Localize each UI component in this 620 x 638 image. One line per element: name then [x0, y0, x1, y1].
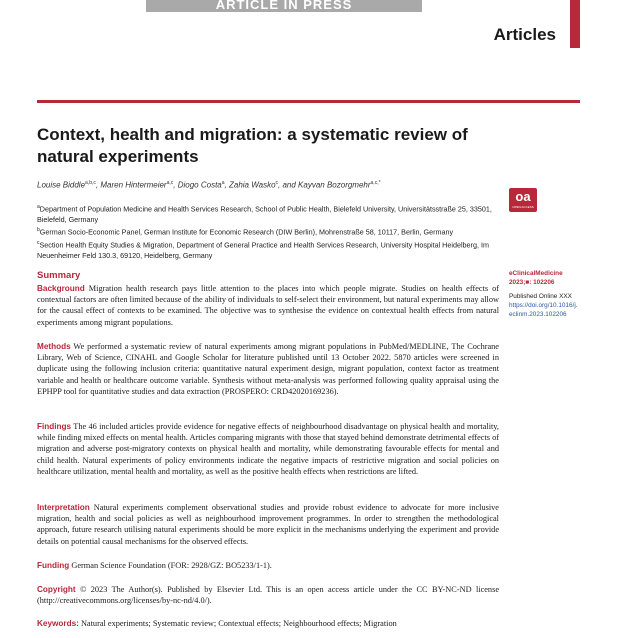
affiliation-text: Department of Population Medicine and Health Services Research, School of Public Health, Bielefeld University, Universitätsstraße 25, 33501, Bielefeld, Germany	[37, 204, 492, 225]
article-title: Context, health and migration: a systematic review of natural experiments	[37, 125, 468, 166]
abstract-background-text: Migration health research pays little attention to the places into which people migrate. Studies on health effects of contextual factors are often limited because of the ability of individuals to self-select their environment, but natural experiments may allow for the causal effect of contexts to be examined. The objective was to synthesise the evidence on contextual health effects from natural experiments among migrant populations.	[37, 284, 500, 327]
abstract-copyright-label: Copyright	[37, 585, 76, 594]
published-online: Published Online XXX	[509, 293, 572, 300]
affiliation-list	[37, 202, 499, 261]
author-affiliation-marker: a,c	[166, 180, 174, 186]
journal-name[interactable]: eClinicalMedicine	[509, 270, 563, 277]
abstract-findings	[37, 421, 499, 477]
author-name[interactable]: Zahia Wasko	[228, 180, 276, 190]
affiliation	[37, 202, 499, 225]
abstract-funding-text: German Science Foundation (FOR: 2928/GZ: BO5233/1-1).	[71, 561, 272, 570]
open-access-logo-text: oa	[515, 189, 531, 204]
author-name[interactable]: Maren Hintermeier	[100, 180, 167, 190]
author-affiliation-marker: a,b,c	[85, 180, 96, 186]
header-rule	[37, 100, 580, 103]
abstract-methods-label: Methods	[37, 342, 71, 351]
affiliation-text: German Socio-Economic Panel, German Institute for Economic Research (DIW Berlin), Mohrenstraße 58, 10117, Berlin, Germany	[39, 227, 454, 237]
doi-link[interactable]: https://doi.org/10.1016/j.eclinm.2023.102206	[509, 302, 578, 318]
abstract-copyright-end: ).	[206, 596, 212, 606]
affiliation	[37, 238, 499, 261]
article-info-sidebar	[509, 269, 581, 319]
abstract-background	[37, 283, 499, 328]
affiliation-marker: c	[37, 239, 40, 246]
abstract-interpretation	[37, 502, 499, 547]
abstract-findings-text: The 46 included articles provide evidence for negative effects of neighbourhood disadvantage on physical health and mortality, while finding mixed effects on mental health. Articles comparing migrants with those that stayed behind demonstrate detrimental effects of migration and adverse post-migratory contexts on physical health and mortality, while demonstrating favourable effects for mental and child health. Natural experiments of policy environments indicate the negative impacts of restrictive migration and social policies on healthcare utilization, mental health and mortality, as well as the positive health effects when restrictions are lifted.	[37, 422, 499, 476]
section-label: Articles	[493, 25, 556, 44]
open-access-logo-subtext: OPEN ACCESS	[512, 205, 534, 209]
author-affiliation-marker: a,c,*	[370, 180, 381, 186]
abstract-interpretation-text: Natural experiments complement observational studies and provide robust evidence to advocate for more inclusive migration, health and social policies as well as neighbourhood improvement programmes. In order to strengthen the methodological approach, future research utilising natural experiments should be more explicit in the mechanisms underlying the experiment and provide details on potential causal mechanisms for the observed effects.	[37, 503, 499, 546]
affiliation-text: Section Health Equity Studies & Migration, Department of General Practice and Health Services Research, University Hospital Heidelberg, Im Neuenheimer Feld 130.3, 69120, Heidelberg, Germany	[37, 240, 489, 261]
author-name[interactable]: Kayvan Bozorgmehr	[298, 180, 371, 190]
abstract-background-label: Background	[37, 284, 85, 293]
license-link[interactable]: http://creativecommons.org/licenses/by-nc-nd/4.0/	[39, 596, 207, 606]
abstract-copyright-text: © 2023 The Author(s). Published by Elsevier Ltd. This is an open access article under the CC BY-NC-ND license (	[37, 585, 499, 606]
affiliation-marker: a	[37, 204, 40, 210]
abstract-interpretation-label: Interpretation	[37, 503, 90, 512]
affiliation-marker: b	[37, 227, 40, 234]
abstract-funding-label: Funding	[37, 561, 70, 570]
keywords-text: Natural experiments; Systematic review; Contextual effects; Neighbourhood effects; Migration	[80, 619, 397, 628]
author-list: Louise Biddle$^{a,b,c}$, Maren Hintermeier$^{a,c}$, Diogo Costa$^a$, Zahia Wasko$^c$, and Kayvan Bozorgmehr$^{a,c,*}$	[37, 180, 381, 190]
author-name[interactable]: Diogo Costa	[177, 180, 222, 190]
author-affiliation-marker: a	[221, 180, 225, 186]
abstract-copyright	[37, 584, 499, 606]
article-in-press-banner: ARTICLE IN PRESS	[146, 0, 422, 12]
summary-heading: Summary	[37, 270, 81, 281]
author-name[interactable]: Louise Biddle	[37, 180, 86, 190]
journal-issue: 2023;■: 102206	[509, 279, 555, 286]
abstract-funding	[37, 560, 499, 571]
journal-accent-bar	[570, 0, 580, 48]
keywords	[37, 618, 499, 629]
open-access-logo	[509, 188, 537, 212]
abstract-methods	[37, 341, 499, 397]
affiliation	[37, 225, 499, 237]
abstract-findings-label: Findings	[37, 422, 72, 431]
keywords-label: Keywords:	[37, 619, 79, 628]
abstract-methods-text: We performed a systematic review of natural experiments among migrant populations in PubMed/MEDLINE, The Cochrane Library, Web of Science, CINAHL and Google Scholar for literature published until 13 October 2022. 5870 articles were screened in duplicate using the following inclusion criteria: quantitative natural experiment design, migrant population, context factor as treatment variable and health or healthcare outcome variable. Synthesis without meta-analysis was performed following quality appraisal using the EPHPP tool for quantitative studies and data extraction (PROSPERO: CRD42020169236).	[37, 342, 499, 396]
author-affiliation-marker: c	[275, 180, 279, 186]
